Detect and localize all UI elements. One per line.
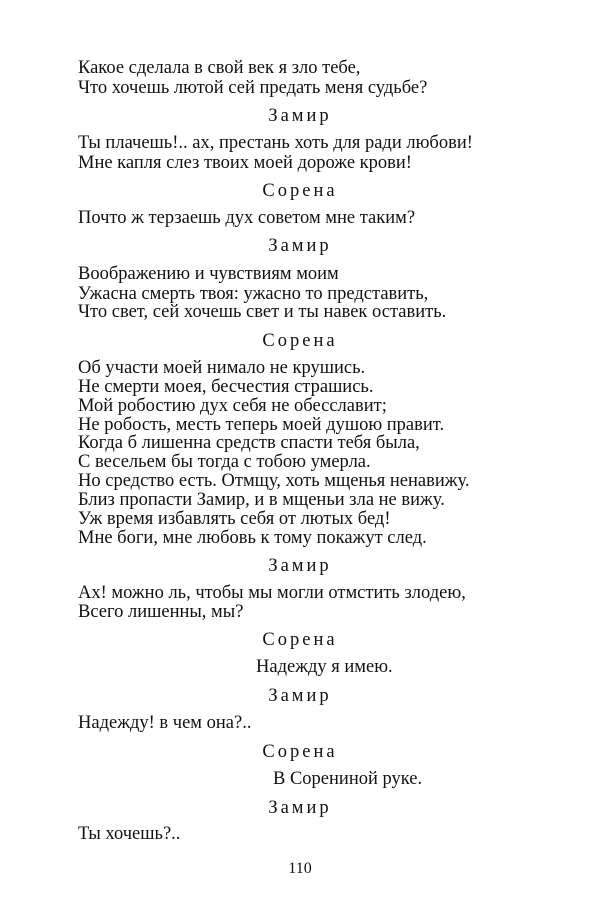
- speaker-name: Замир: [268, 236, 332, 256]
- verse-line: Надежду! в чем она?..: [78, 713, 252, 733]
- verse-line: Почто ж терзаешь дух советом мне таким?: [78, 208, 416, 228]
- verse-line: Уж время избавлять себя от лютых бед!: [78, 509, 391, 529]
- speaker-name: Замир: [268, 106, 332, 126]
- verse-line: Какое сделала в свой век я зло тебе,: [78, 58, 361, 78]
- page-number: 110: [288, 860, 312, 877]
- speaker-name: Сорена: [262, 181, 338, 201]
- verse-line: Всего лишенны, мы?: [78, 602, 244, 622]
- verse-line: Что хочешь лютой сей предать меня судьбе?: [78, 78, 428, 98]
- verse-line: Не робость, месть теперь моей душою правит.: [78, 415, 445, 435]
- verse-line: Не смерти моея, бесчестия страшись.: [78, 377, 374, 397]
- verse-line: Надежду я имею.: [256, 657, 393, 677]
- verse-line: Воображению и чувствиям моим: [78, 264, 339, 284]
- verse-line: Когда б лишенна средств спасти тебя была,: [78, 433, 420, 453]
- verse-line: Ужасна смерть твоя: ужасно то представить,: [78, 284, 429, 304]
- verse-line: Ты плачешь!.. ах, престань хоть для ради любови!: [78, 133, 473, 153]
- verse-line: Ах! можно ль, чтобы мы могли отмстить злодею,: [78, 583, 466, 603]
- verse-line: Мой робостию дух себя не обесславит;: [78, 396, 387, 416]
- verse-line: Но средство есть. Отмщу, хоть мщенья ненавижу.: [78, 471, 470, 491]
- verse-line: Мне капля слез твоих моей дороже крови!: [78, 153, 412, 173]
- verse-line: В Сорениной руке.: [273, 769, 423, 789]
- verse-line: С весельем бы тогда с тобою умерла.: [78, 452, 371, 472]
- speaker-name: Сорена: [262, 331, 338, 351]
- speaker-name: Замир: [268, 798, 332, 818]
- verse-line: Об участи моей нимало не крушись.: [78, 358, 366, 378]
- verse-line: Мне боги, мне любовь к тому покажут след.: [78, 528, 427, 548]
- speaker-name: Сорена: [262, 630, 338, 650]
- speaker-name: Замир: [268, 556, 332, 576]
- verse-line: Что свет, сей хочешь свет и ты навек оставить.: [78, 302, 447, 322]
- speaker-name: Замир: [268, 686, 332, 706]
- speaker-name: Сорена: [262, 742, 338, 762]
- verse-line: Близ пропасти Замир, и в мщеньи зла не вижу.: [78, 490, 445, 510]
- verse-line: Ты хочешь?..: [78, 824, 181, 844]
